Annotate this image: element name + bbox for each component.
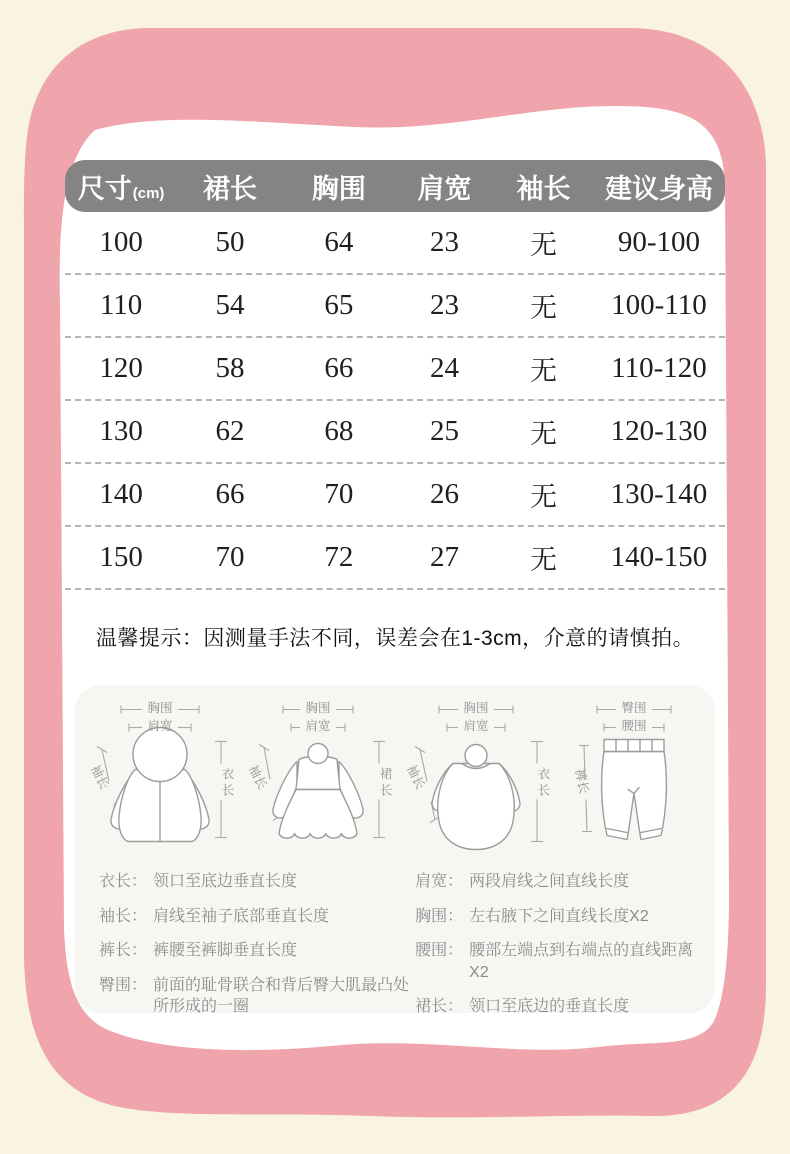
- cell-height: 120-130: [610, 415, 708, 447]
- definition-desc: 左右腋下之间直线长度X2: [469, 907, 649, 925]
- size-table: [65, 160, 725, 590]
- table-row: [65, 401, 725, 464]
- definition-term: 肩宽：: [415, 873, 464, 890]
- cell-sleeve: 无: [529, 230, 557, 260]
- cell-sleeve: 无: [529, 482, 557, 512]
- measure-definitions: [99, 871, 707, 1031]
- hooded-jacket-diagram: [85, 695, 235, 865]
- header-chest: 胸围: [311, 173, 366, 204]
- jacket-hood: [133, 728, 187, 782]
- garment-length-label: 衣长: [220, 767, 234, 800]
- cell-skirt: 54: [215, 289, 245, 321]
- definition-desc: 领口至底边垂直长度: [153, 873, 298, 890]
- romper-body: [438, 764, 514, 850]
- shoulder-label: 肩宽: [147, 719, 173, 733]
- cell-size: 150: [99, 541, 143, 573]
- definition-term: 袖长：: [99, 907, 148, 925]
- sleeve-length-label: 袖长: [403, 762, 428, 792]
- definition-desc: 肩线至袖子底部垂直长度: [153, 907, 330, 925]
- table-row: [65, 275, 725, 338]
- cell-size: 100: [99, 226, 143, 258]
- pants-waistband: [604, 740, 664, 752]
- dress-neck: [308, 744, 328, 764]
- shoulder-label: 肩宽: [305, 719, 331, 733]
- definition-row: [415, 871, 707, 893]
- definitions-left-column: [99, 871, 415, 1031]
- cell-sleeve: 无: [529, 545, 557, 575]
- definition-row: [99, 906, 415, 928]
- cell-skirt: 58: [215, 352, 245, 384]
- header-height: 建议身高: [604, 173, 713, 204]
- cell-chest: 70: [324, 478, 354, 510]
- cell-shoulder: 26: [429, 478, 459, 510]
- cell-chest: 68: [324, 415, 354, 447]
- definition-desc: 两段肩线之间直线长度: [469, 873, 630, 890]
- definition-row: [415, 906, 707, 928]
- skirt-length-label: 裙长: [378, 767, 392, 800]
- definition-term: 衣长：: [99, 873, 148, 890]
- sleeve-length-label: 袖长: [87, 762, 112, 792]
- cell-size: 130: [99, 415, 143, 447]
- cell-height: 110-120: [611, 352, 707, 384]
- pants-body: [602, 752, 667, 840]
- cell-size: 110: [99, 289, 143, 321]
- sleeve-length-label: 袖长: [245, 762, 270, 792]
- table-row: [65, 464, 725, 527]
- definition-row: [415, 940, 707, 983]
- cell-chest: 72: [324, 541, 354, 573]
- cell-height: 100-110: [611, 289, 707, 321]
- definition-term: 裤长：: [99, 942, 148, 960]
- definition-desc: 领口至底边的垂直长度: [469, 998, 630, 1016]
- cell-chest: 65: [324, 289, 354, 321]
- definition-desc: 前面的耻骨联合和背后臀大肌最凸处所形成的一圈: [153, 976, 410, 1016]
- cell-shoulder: 23: [429, 289, 459, 321]
- cell-height: 140-150: [610, 541, 708, 573]
- chest-label: 胸围: [147, 701, 173, 715]
- cell-skirt: 66: [215, 478, 245, 510]
- definition-term: 臀围：: [99, 976, 148, 994]
- table-row: [65, 338, 725, 401]
- cell-size: 140: [99, 478, 143, 510]
- chest-label: 胸围: [305, 701, 331, 715]
- cell-height: 90-100: [617, 226, 701, 258]
- definition-desc: 腰部左端点到右端点的直线距离X2: [469, 942, 694, 981]
- definition-term: 胸围：: [415, 907, 464, 925]
- cell-skirt: 50: [215, 226, 245, 258]
- header-size-unit: (cm): [132, 184, 165, 202]
- cell-shoulder: 24: [429, 352, 459, 384]
- header-size-label: 尺寸: [77, 173, 132, 204]
- cell-chest: 66: [324, 352, 354, 384]
- cell-skirt: 62: [215, 415, 245, 447]
- shoulder-label: 肩宽: [463, 719, 489, 733]
- cell-sleeve: 无: [529, 293, 557, 323]
- chest-label: 胸围: [463, 701, 489, 715]
- table-row: [65, 212, 725, 275]
- cell-chest: 64: [324, 226, 354, 258]
- definition-row: [99, 940, 415, 962]
- waist-label: 腰围: [621, 719, 647, 733]
- hip-label: 臀围: [621, 701, 647, 715]
- cell-shoulder: 23: [429, 226, 459, 258]
- cell-height: 130-140: [610, 478, 708, 510]
- cell-sleeve: 无: [529, 419, 557, 449]
- cell-shoulder: 25: [429, 415, 459, 447]
- measurement-note: 温馨提示：因测量手法不同，误差会在1-3cm，介意的请慎拍。: [95, 627, 695, 650]
- romper-neck: [465, 745, 487, 767]
- definition-row: [99, 975, 415, 1018]
- definition-row: [99, 871, 415, 893]
- measure-guide-panel: [75, 685, 715, 1016]
- cell-sleeve: 无: [529, 356, 557, 386]
- size-table-header: [65, 160, 725, 212]
- definitions-right-column: [415, 871, 707, 1031]
- header-skirt-length: 裙长: [202, 173, 257, 204]
- header-size: [65, 167, 177, 206]
- definition-term: 裙长：: [415, 998, 464, 1016]
- header-shoulder: 肩宽: [417, 173, 472, 204]
- definition-desc: 裤腰至裤脚垂直长度: [153, 942, 298, 960]
- pants-length-label: 裤长: [572, 767, 592, 795]
- cell-shoulder: 27: [429, 541, 459, 573]
- garment-length-label: 衣长: [536, 767, 550, 800]
- header-sleeve: 袖长: [516, 173, 571, 204]
- table-row: [65, 527, 725, 590]
- romper-diagram: [401, 695, 551, 865]
- garment-diagrams: [85, 695, 709, 867]
- definition-row: [415, 996, 707, 1018]
- cell-skirt: 70: [215, 541, 245, 573]
- definition-term: 腰围：: [415, 942, 464, 960]
- cell-size: 120: [99, 352, 143, 384]
- pants-diagram: [559, 695, 709, 865]
- dress-diagram: [243, 695, 393, 865]
